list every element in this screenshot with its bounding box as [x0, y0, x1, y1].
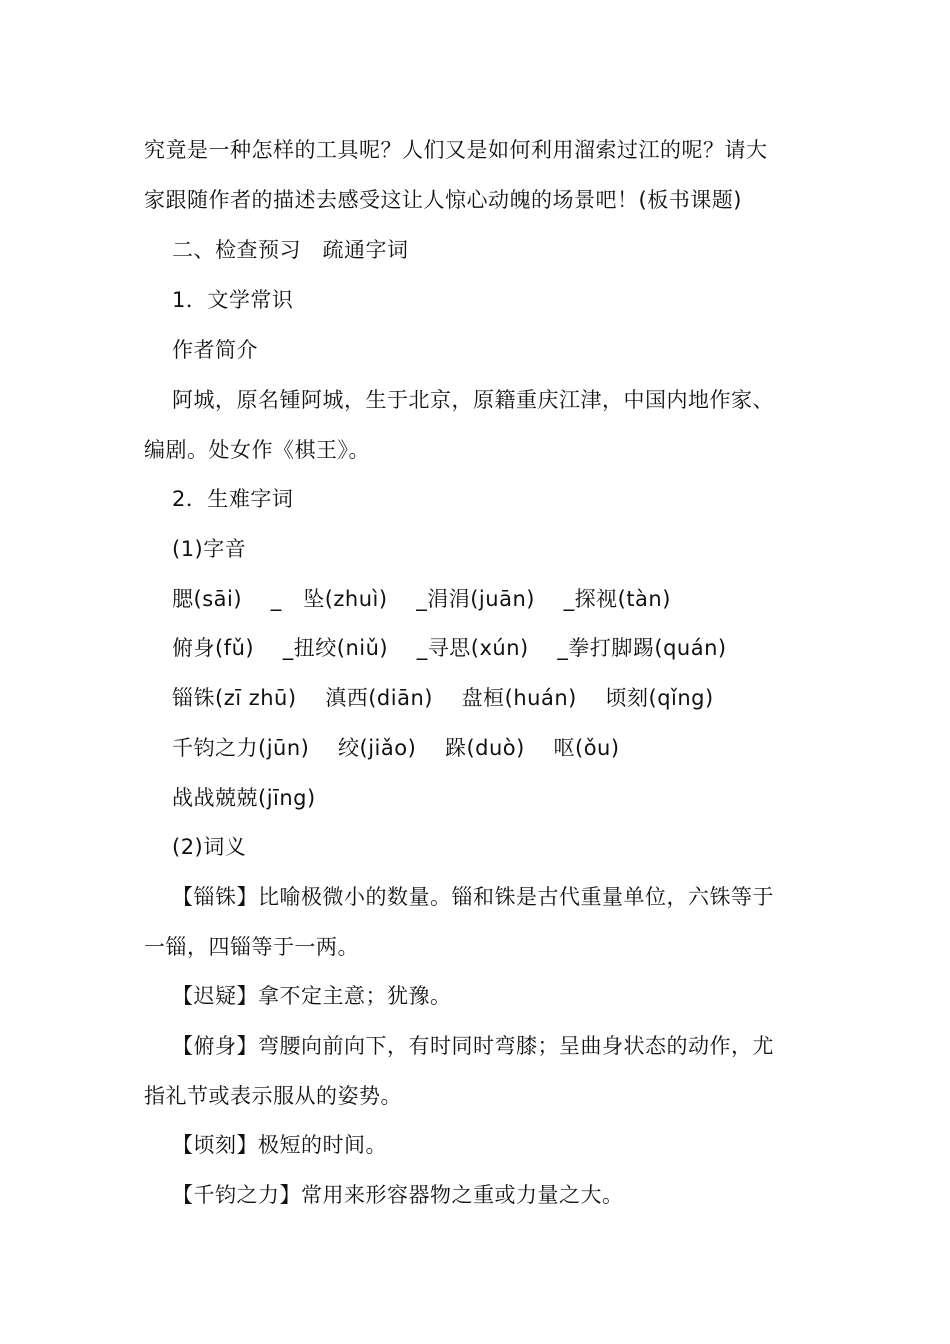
literature-heading: 1．文学常识: [172, 288, 294, 312]
meaning-entry-line: 指礼节或表示服从的姿势。: [144, 1084, 402, 1108]
pronunciation-row: 腮(sāi) _ 坠(zhuì) _涓涓(juān) _探视(tàn): [172, 587, 671, 611]
section-heading: 二、检查预习 疏通字词: [172, 238, 409, 262]
intro-line-2: 家跟随作者的描述去感受这让人惊心动魄的场景吧！(板书课题): [144, 188, 742, 212]
pronunciation-row: 俯身(fǔ) _扭绞(niǔ) _寻思(xún) _拳打脚踢(quán): [172, 636, 727, 660]
meaning-entry: 【千钧之力】常用来形容器物之重或力量之大。: [172, 1183, 624, 1207]
author-text-line-1: 阿城，原名锺阿城，生于北京，原籍重庆江津，中国内地作家、: [172, 388, 774, 412]
meaning-entry-line: 一锱，四锱等于一两。: [144, 935, 359, 959]
pronunciation-row: 锱铢(zī zhū) 滇西(diān) 盘桓(huán) 顷刻(qǐng): [172, 686, 714, 710]
pronunciation-heading: (1)字音: [172, 537, 247, 561]
words-heading: 2．生难字词: [172, 487, 294, 511]
pronunciation-row: 战战兢兢(jīng): [172, 786, 316, 810]
meaning-entry: 【顷刻】极短的时间。: [172, 1133, 387, 1157]
intro-line-1: 究竟是一种怎样的工具呢？人们又是如何利用溜索过江的呢？请大: [144, 138, 768, 162]
meaning-entry-line: 【锱铢】比喻极微小的数量。锱和铢是古代重量单位，六铢等于: [172, 885, 774, 909]
pronunciation-row: 千钧之力(jūn) 绞(jiǎo) 跺(duò) 呕(ǒu): [172, 736, 620, 760]
author-intro-label: 作者简介: [172, 338, 258, 362]
meaning-heading: (2)词义: [172, 835, 247, 859]
author-text-line-2: 编剧。处女作《棋王》。: [144, 438, 370, 462]
meaning-entry-line: 【俯身】弯腰向前向下，有时同时弯膝；呈曲身状态的动作，尤: [172, 1034, 774, 1058]
meaning-entry: 【迟疑】拿不定主意；犹豫。: [172, 984, 452, 1008]
